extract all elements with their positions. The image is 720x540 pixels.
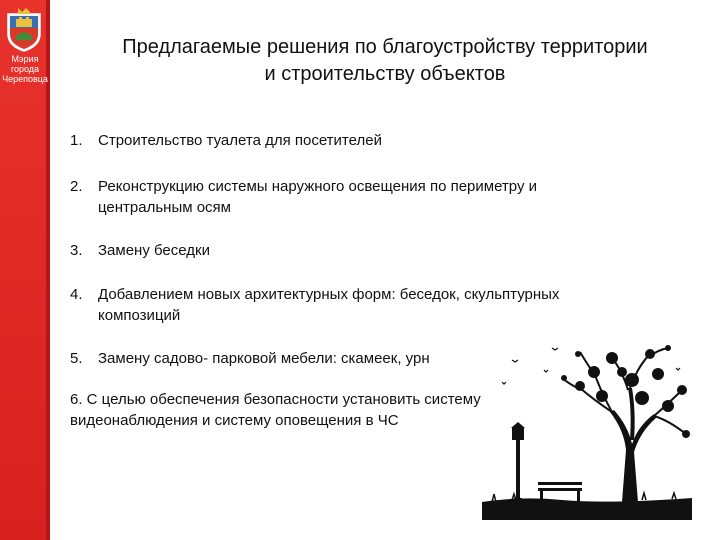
title-line-2: и строительству объектов [264, 63, 506, 85]
org-line: Череповца [2, 74, 48, 84]
item-number: 2. [70, 178, 83, 195]
sidebar [0, 0, 50, 540]
item-text: Замену беседки [98, 242, 210, 259]
organization-name [0, 54, 50, 84]
coat-of-arms-icon [6, 6, 42, 52]
title-line-1: Предлагаемые решения по благоустройству территории [122, 36, 648, 58]
item-text: Строительство туалета для посетителей [98, 132, 382, 149]
item-text: Реконструкцию системы наружного освещения по периметру и центральным осям [98, 178, 538, 216]
item-number: 1. [70, 132, 83, 149]
item-number: 4. [70, 286, 83, 303]
org-line: Мэрия [11, 54, 39, 64]
item-text: Добавлением новых архитектурных форм: беседок, скульптурных композиций [98, 286, 560, 324]
item-number: 5. [70, 350, 83, 367]
security-note: 6. С целью обеспечения безопасности установить систему видеонаблюдения и систему оповещения в ЧС [70, 391, 481, 429]
item-text: Замену садово- парковой мебели: скамеек, урн [98, 350, 430, 367]
item-number: 3. [70, 242, 83, 259]
park-illustration [482, 340, 692, 520]
slide-title [70, 34, 700, 88]
org-line: города [10, 64, 40, 74]
